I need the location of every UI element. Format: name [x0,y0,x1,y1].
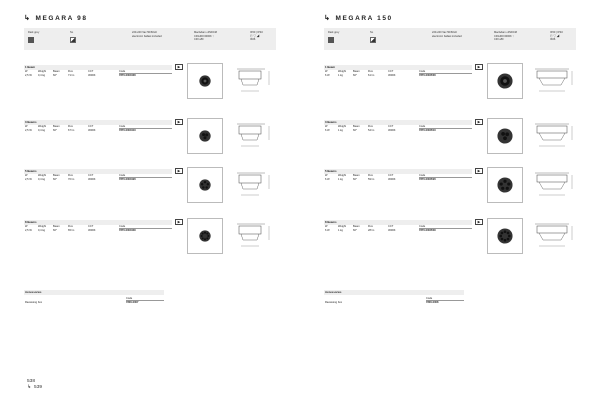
cert-line-1: IP20 | IP40 [550,31,563,34]
led-line-2: CRI≥90=3000K ↑ [194,34,214,38]
page-number-prev: 538 [27,379,36,384]
expand-arrow-button[interactable]: ▶ [475,119,483,125]
led-line-1: MacAdam ≤3SDCM [194,31,217,34]
downlight-5-beams-icon [188,168,222,202]
technical-drawing [531,218,576,254]
variant-title: 3 Beams [324,120,472,125]
product-photo [187,167,223,203]
dimension-drawing-icon [531,218,576,254]
variant-1-beam: 1 Beam W Weight Beam Flux CCT Code 6 W 1 kg 60° 61 lm 3000K 7870-0000500 ▶ [324,65,576,105]
variant-title: 8 Beams [24,220,172,225]
downlight-1-beam-icon [188,64,222,98]
technical-drawing [531,118,576,154]
technical-drawing [231,218,276,254]
finish-label: Dark grey [28,31,40,34]
cert-line-3: IK06 [550,38,556,41]
technical-drawing [531,63,576,99]
product-photo [487,218,523,254]
product-title: ↳ MEGARA 150 [324,14,393,22]
product-photo [187,118,223,154]
downlight-5-beams-icon [488,168,522,202]
dimension-drawing-icon [231,218,276,254]
dimension-drawing-icon [231,63,276,99]
ip-label: SL [370,31,374,34]
product-specs-band [324,28,576,50]
cert-line-1: IP20 | IP40 [250,31,263,34]
dimension-drawing-icon [231,167,276,203]
technical-drawing [231,167,276,203]
variant-title: 8 Beams [324,220,472,225]
dimension-drawing-icon [531,167,576,203]
variant-title: 5 Beams [324,169,472,174]
product-specs-band [24,28,276,50]
variant-1-beam: 1 Beam W Weight Beam Flux CCT Code 2,5 W 0,4 kg 60° 71 lm 3000K 7870-0000400 ▶ [24,65,276,105]
expand-arrow-button[interactable]: ▶ [175,119,183,125]
product-photo [487,118,523,154]
led-line-3: CRI ≥80 [194,38,204,41]
driver-line-2: electronic ballast included [432,34,462,38]
expand-arrow-button[interactable]: ▶ [175,219,183,225]
driver-line-1: 220-240 Vac 50/60Hz [432,31,457,34]
expand-arrow-button[interactable]: ▶ [475,219,483,225]
accessory-code: 7800-0007 [126,301,139,304]
downlight-8-beams-icon [188,219,222,253]
ip-swatch-icon [370,37,376,43]
variant-3-beams: 3 Beams W Weight Beam Flux CCT Code 6 W 1 kg 60° 54 lm 3000K 7870-0000510 ▶ [324,120,576,160]
dimension-drawing-icon [531,118,576,154]
downlight-3-beams-icon [188,119,222,153]
variant-8-beams: 8 Beams W Weight Beam Flux CCT Code 2,5 W 0,4 kg 60° 65 lm 3000K 7870-0000430 ▶ [24,220,276,260]
page-arrow-icon: ↳ [27,385,32,390]
cert-line-2: Ⓒ ▽ ◢ [250,34,260,38]
expand-arrow-button[interactable]: ▶ [175,168,183,174]
accessories-section [24,290,164,309]
downlight-8-beams-icon [488,219,522,253]
accessory-row [324,295,464,309]
accessory-row [24,295,164,309]
accessories-title: Accessories [324,290,464,295]
downlight-3-beams-icon [488,119,522,153]
accessory-code-label: Code [426,296,433,300]
variant-8-beams: 8 Beams W Weight Beam Flux CCT Code 6 W 1 kg 60° 28 lm 3000K 7870-0000530 ▶ [324,220,576,260]
product-photo [487,167,523,203]
technical-drawing [231,118,276,154]
brand-arrow-icon: ↳ [24,15,32,22]
downlight-1-beam-icon [488,64,522,98]
expand-arrow-button[interactable]: ▶ [475,168,483,174]
accessory-name: Recessing box [325,300,343,304]
finish-swatch [28,37,34,43]
product-photo [487,63,523,99]
accessories-section [324,290,464,309]
finish-swatch [328,37,334,43]
product-photo [187,63,223,99]
driver-line-2: electronic ballast included [132,34,162,38]
variant-title: 3 Beams [24,120,172,125]
accessory-code-label: Code [126,296,133,300]
finish-label: Dark grey [328,31,340,34]
driver-line-1: 220-240 Vac 50/60Hz [132,31,157,34]
variant-title: 1 Beam [324,65,472,70]
expand-arrow-button[interactable]: ▶ [475,64,483,70]
led-line-2: CRI≥90=3000K ↑ [494,34,514,38]
variant-title: 5 Beams [24,169,172,174]
accessory-code: 7800-0008 [426,301,439,304]
page-right [300,0,600,405]
technical-drawing [231,63,276,99]
ip-label: SL [70,31,74,34]
product-photo [187,218,223,254]
cert-line-3: IK06 [250,38,256,41]
dimension-drawing-icon [231,118,276,154]
variant-5-beams: 5 Beams W Weight Beam Flux CCT Code 6 W 1 kg 60° 59 lm 3000K 7870-0000520 ▶ [324,169,576,209]
product-title: ↳ MEGARA 98 [24,14,88,22]
variant-5-beams: 5 Beams W Weight Beam Flux CCT Code 2,5 W 0,4 kg 60° 70 lm 3000K 7870-0000420 ▶ [24,169,276,209]
technical-drawing [531,167,576,203]
cert-line-2: Ⓒ ▽ ◢ [550,34,560,38]
page-number-current: 539 [34,385,43,390]
dimension-drawing-icon [531,63,576,99]
led-line-3: CRI ≥80 [494,38,504,41]
page-numbers [27,379,42,391]
accessories-title: Accessories [24,290,164,295]
expand-arrow-button[interactable]: ▶ [175,64,183,70]
ip-swatch-icon [70,37,76,43]
led-line-1: MacAdam ≤3SDCM [494,31,517,34]
variant-3-beams: 3 Beams W Weight Beam Flux CCT Code 2,5 W 0,4 kg 60° 67 lm 3000K 7870-0000410 ▶ [24,120,276,160]
brand-arrow-icon: ↳ [324,15,332,22]
variant-title: 1 Beam [24,65,172,70]
accessory-name: Recessing box [25,300,43,304]
